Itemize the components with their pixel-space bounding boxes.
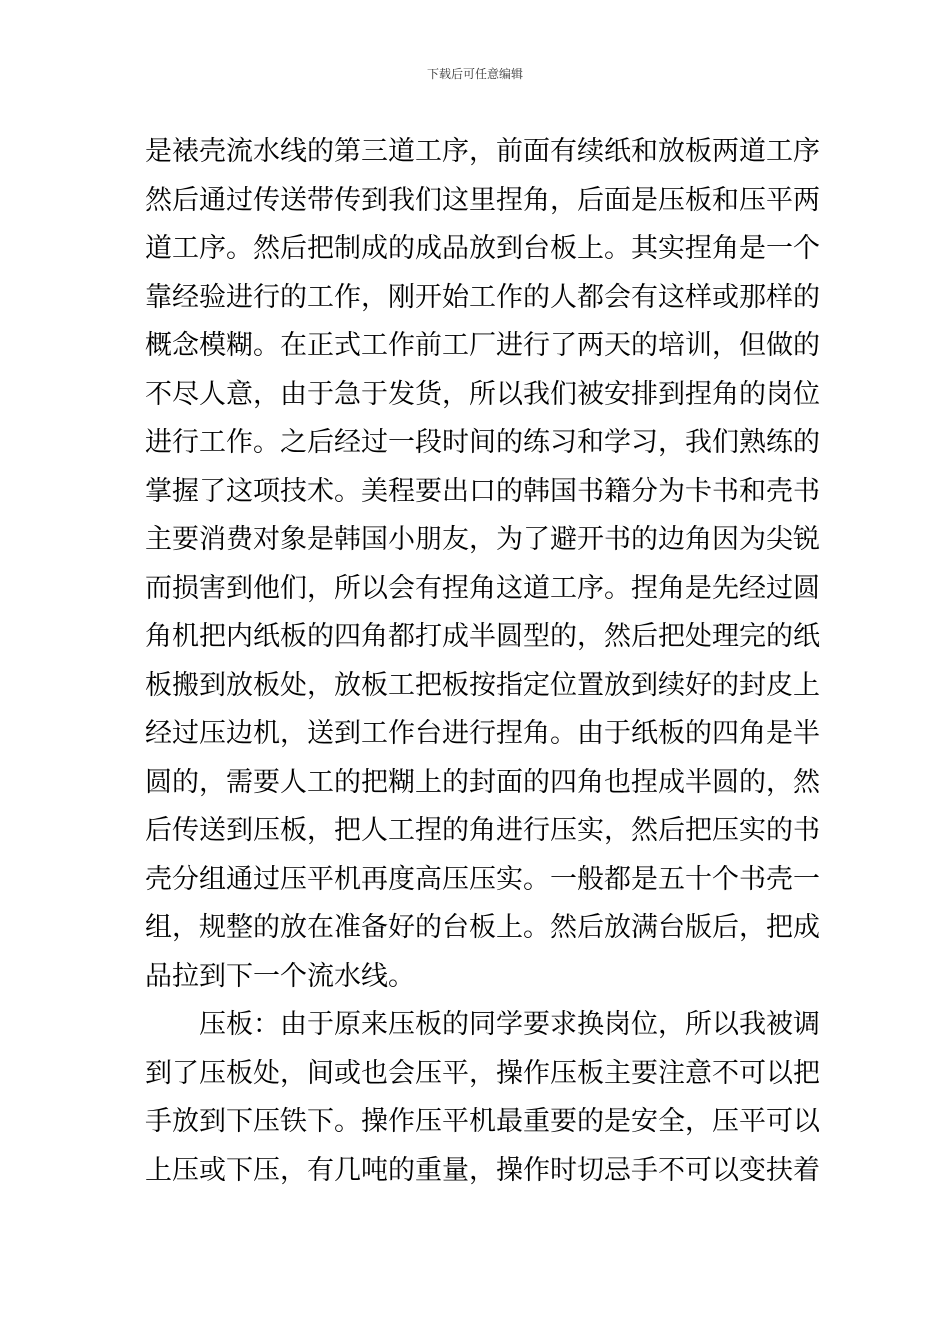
text-line: 经过压边机，送到工作台进行捏角。由于纸板的四角是半: [145, 718, 820, 749]
text-line: 圆的，需要人工的把糊上的封面的四角也捏成半圆的，然: [145, 766, 820, 798]
body-text: [145, 128, 820, 1195]
text-line: 进行工作。之后经过一段时间的练习和学习，我们熟练的: [145, 427, 820, 458]
text-line: 壳分组通过压平机再度高压压实。一般都是五十个书壳一: [145, 863, 820, 895]
text-line: 品拉到下一个流水线。: [145, 960, 415, 992]
paragraph-start-line: 压板：由于原来压板的同学要求换岗位，所以我被调: [199, 1009, 820, 1040]
text-line: 到了压板处，间或也会压平，操作压板主要注意不可以把: [145, 1057, 820, 1089]
text-line: 手放到下压铁下。操作压平机最重要的是安全，压平可以: [145, 1106, 820, 1137]
text-line: 是裱壳流水线的第三道工序，前面有续纸和放板两道工序: [145, 136, 820, 167]
text-line: 后传送到压板，把人工捏的角进行压实，然后把压实的书: [145, 815, 820, 846]
text-line: 角机把内纸板的四角都打成半圆型的，然后把处理完的纸: [145, 621, 820, 652]
text-line: 不尽人意，由于急于发货，所以我们被安排到捏角的岗位: [145, 378, 820, 410]
text-line: 靠经验进行的工作，刚开始工作的人都会有这样或那样的: [145, 281, 820, 313]
text-line: 掌握了这项技术。美程要出口的韩国书籍分为卡书和壳书: [145, 475, 820, 507]
text-line: 概念模糊。在正式工作前工厂进行了两天的培训，但做的: [145, 330, 820, 361]
header-note: 下载后可任意编辑: [426, 67, 523, 81]
text-line: 道工序。然后把制成的成品放到台板上。其实捏角是一个: [145, 233, 820, 264]
text-line: 然后通过传送带传到我们这里捏角，后面是压板和压平两: [145, 184, 820, 216]
text-line: 而损害到他们，所以会有捏角这道工序。捏角是先经过圆: [145, 572, 820, 604]
text-line: 组，规整的放在准备好的台板上。然后放满台版后，把成: [145, 912, 820, 943]
text-line: 主要消费对象是韩国小朋友，为了避开书的边角因为尖锐: [145, 524, 820, 555]
text-line: 上压或下压，有几吨的重量，操作时切忌手不可以变扶着: [145, 1154, 820, 1186]
text-line: 板搬到放板处，放板工把板按指定位置放到续好的封皮上: [145, 669, 820, 701]
